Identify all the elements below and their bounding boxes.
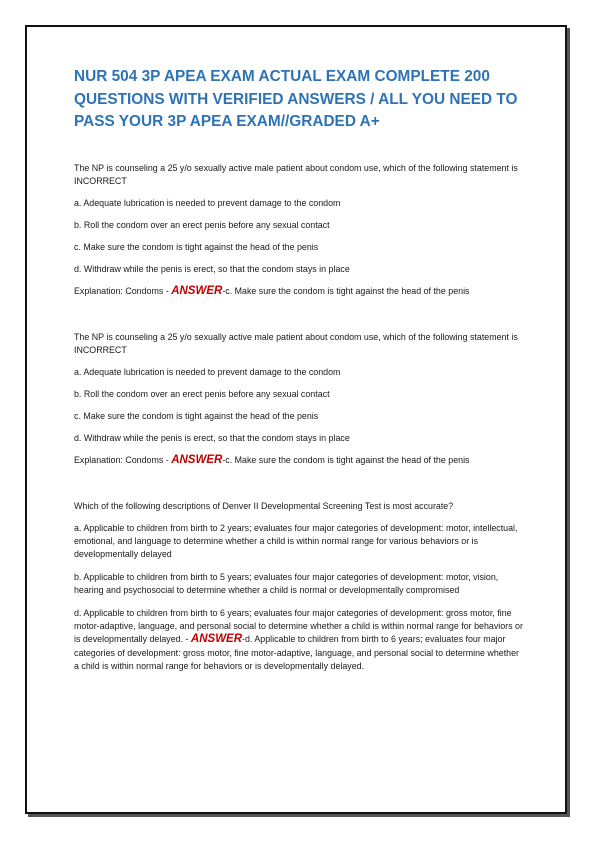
question-stem: Which of the following descriptions of Denver II Developmental Screening Test is most accurate? <box>74 500 454 511</box>
explanation-answer: -c. Make sure the condom is tight against the head of the penis <box>222 454 470 465</box>
option-a: a. Adequate lubrication is needed to prevent damage to the condom <box>74 366 341 377</box>
option-c: c. Make sure the condom is tight against the head of the penis <box>74 241 319 252</box>
option-b: b. Roll the condom over an erect penis before any sexual contact <box>74 219 330 230</box>
explanation-prefix: Explanation: Condoms - <box>74 285 172 296</box>
answer-label: ANSWER <box>171 453 223 466</box>
explanation-answer: -c. Make sure the condom is tight against the head of the penis <box>222 285 470 296</box>
option-d: d. Withdraw while the penis is erect, so that the condom stays in place <box>74 432 350 443</box>
option-b: b. Roll the condom over an erect penis before any sexual contact <box>74 388 330 399</box>
explanation-answer: -d. Applicable to children from birth to 6 years; evaluates four major categories of development: gross motor, fine motor-adaptive, language, and personal social to determine whether a child is within normal range for behaviors or is developmentally delayed. <box>74 634 519 672</box>
option-d: d. Applicable to children from birth to 6 years; evaluates four major categories of development: gross motor, fine motor-adaptive, language, and personal social to determine whether a child is within normal range for behaviors or is developmentally delayed. - <box>74 607 523 645</box>
question-block <box>74 500 526 674</box>
option-a: a. Applicable to children from birth to 2 years; evaluates four major categories of development: motor, intellectual, emotional, and language to determine whether a child is within normal range for various behaviors or is developmentally delayed <box>74 522 518 560</box>
explanation-prefix: Explanation: Condoms - <box>74 454 172 465</box>
option-b: b. Applicable to children from birth to 5 years; evaluates four major categories of development: motor, vision, hearing and psychosocial to determine whether a child is normal or developmentally compromised <box>74 571 499 596</box>
question-stem: The NP is counseling a 25 y/o sexually active male patient about condom use, which of the following statement is INCORRECT <box>74 162 518 186</box>
question-block <box>74 162 526 298</box>
option-a: a. Adequate lubrication is needed to prevent damage to the condom <box>74 197 341 208</box>
question-stem: The NP is counseling a 25 y/o sexually active male patient about condom use, which of the following statement is INCORRECT <box>74 331 518 355</box>
document-title: NUR 504 3P APEA EXAM ACTUAL EXAM COMPLETE 200 QUESTIONS WITH VERIFIED ANSWERS / ALL YOU NEED TO PASS YOUR 3P APEA EXAM//GRADED A+ <box>74 68 518 130</box>
option-c: c. Make sure the condom is tight against the head of the penis <box>74 410 319 421</box>
option-d: d. Withdraw while the penis is erect, so that the condom stays in place <box>74 263 350 274</box>
explanation <box>74 454 526 467</box>
question-block <box>74 331 526 467</box>
document-body <box>74 66 526 683</box>
explanation <box>74 285 526 298</box>
answer-label: ANSWER <box>190 633 243 646</box>
answer-label: ANSWER <box>171 284 223 297</box>
option-d-with-answer <box>74 607 526 674</box>
